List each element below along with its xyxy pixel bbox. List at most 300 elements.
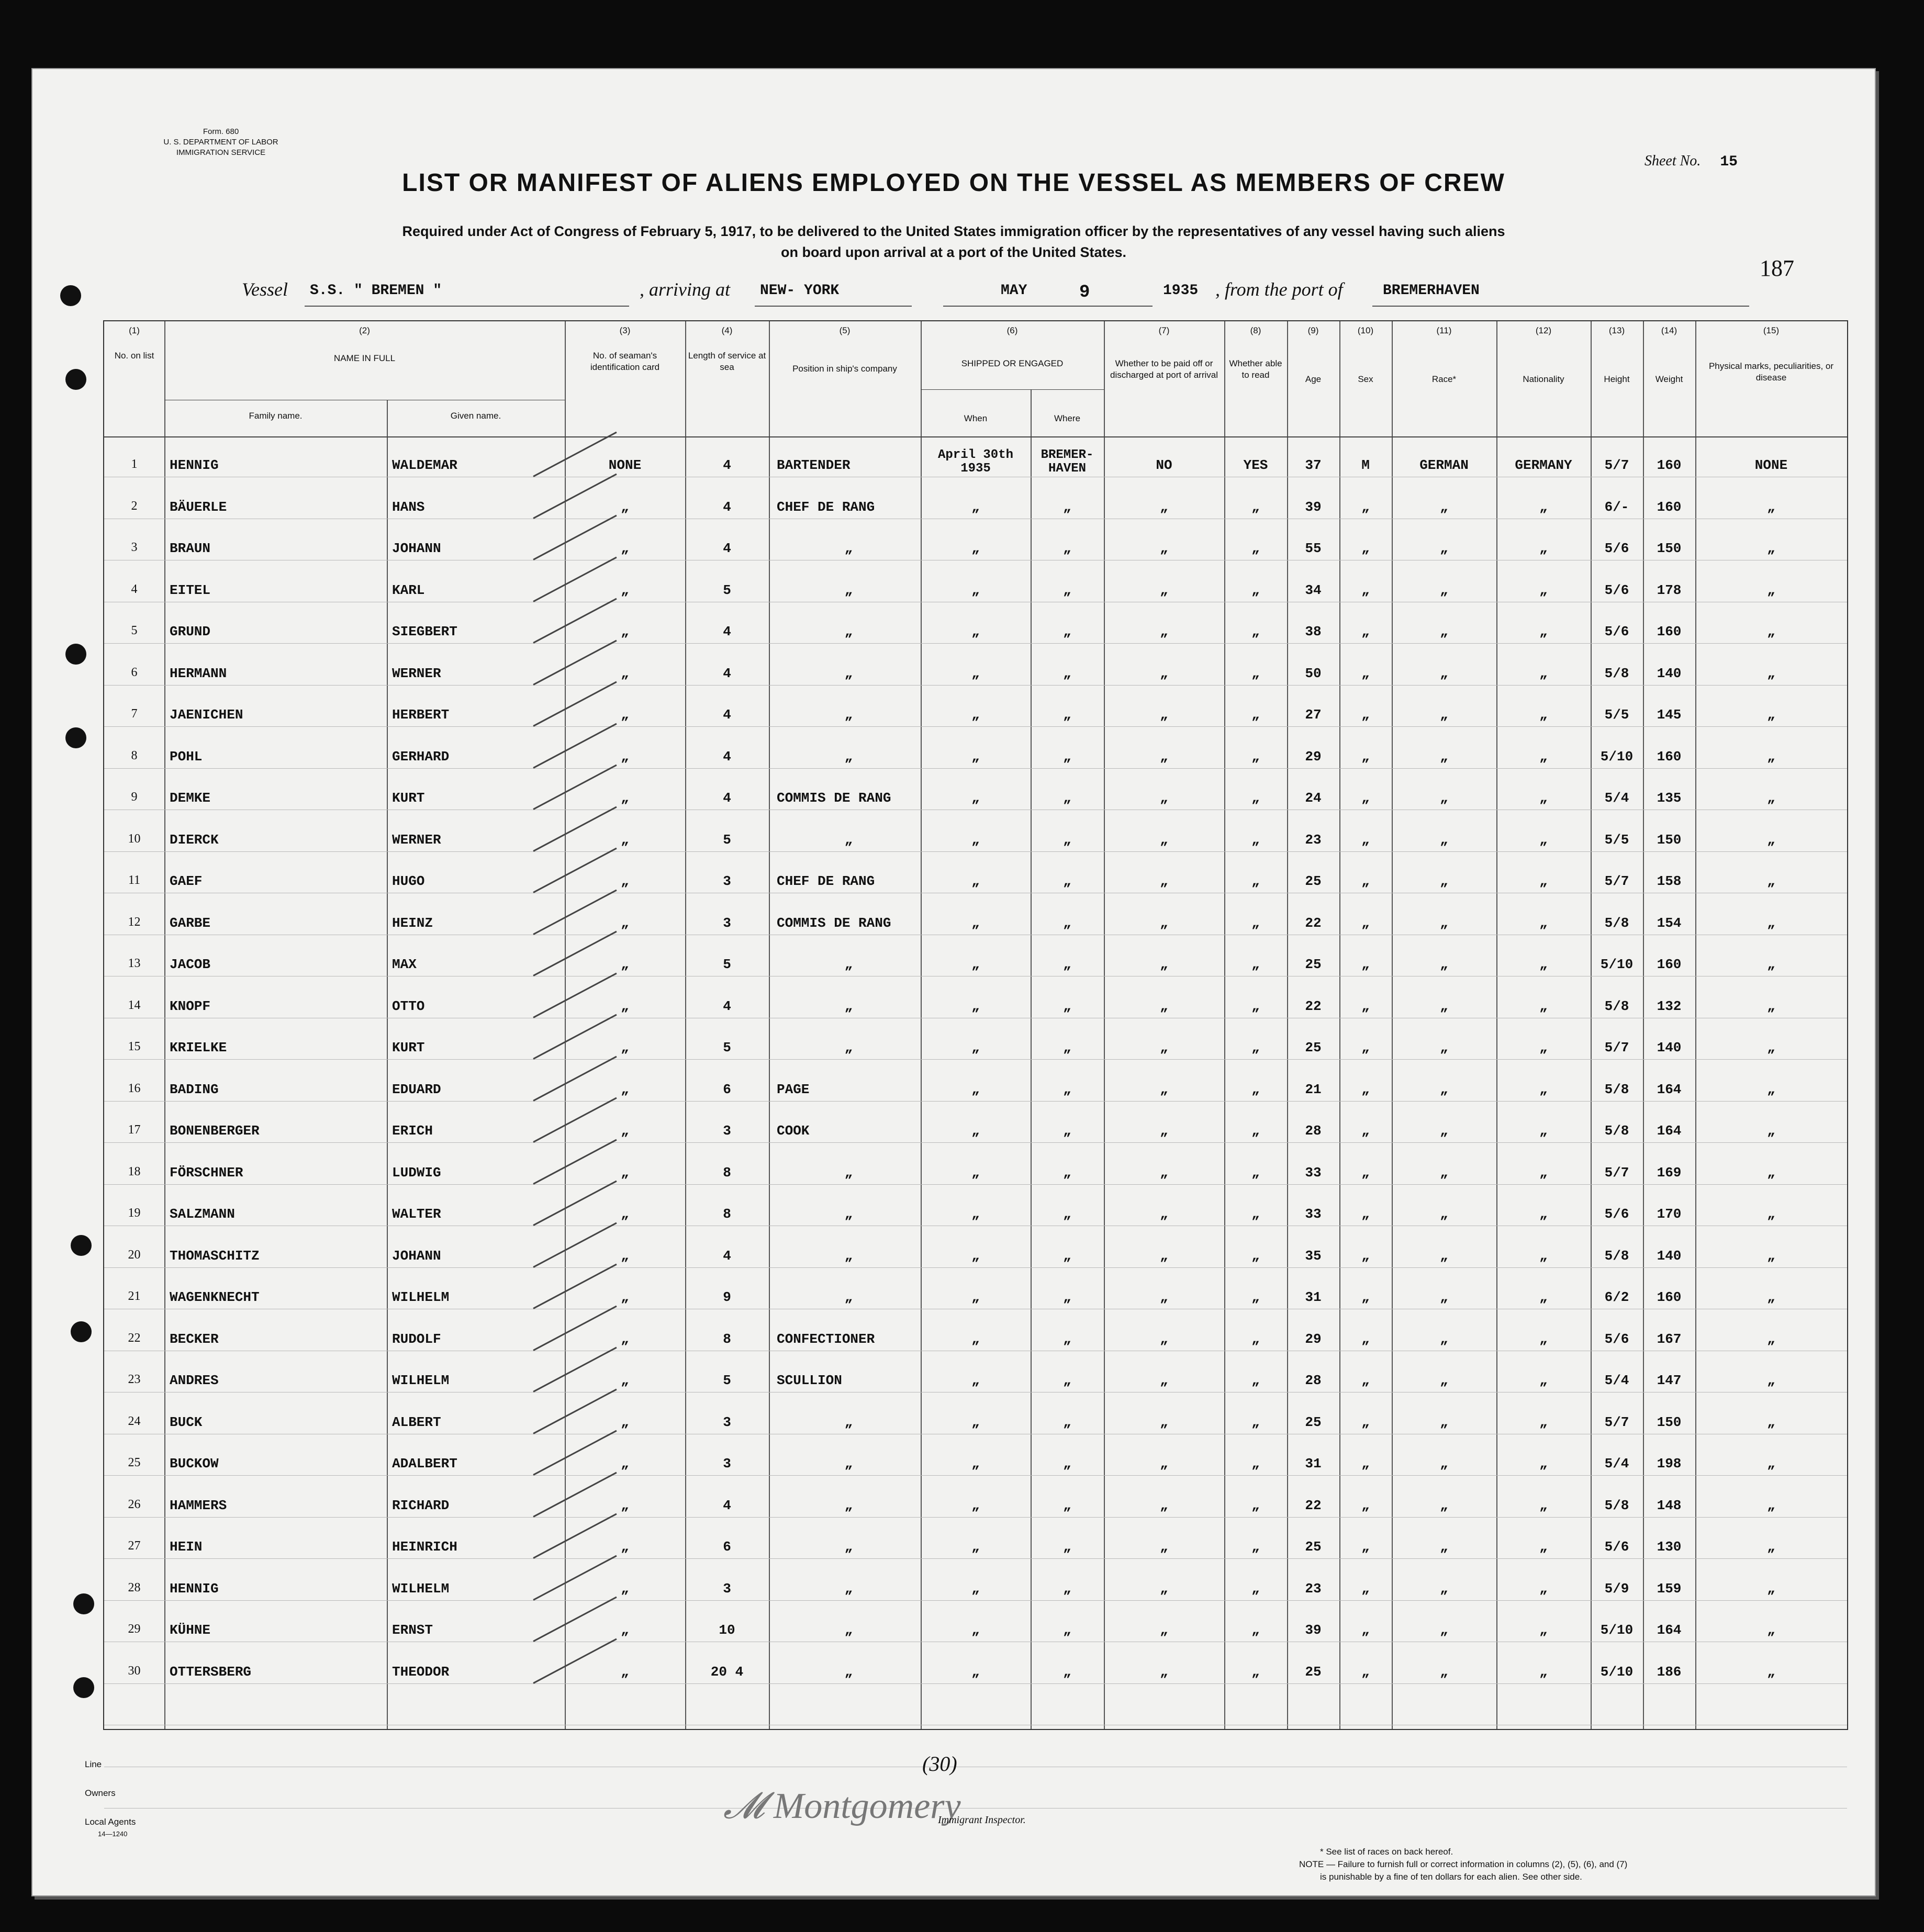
- sheet-number: [1645, 153, 1738, 170]
- given-name: KARL: [392, 582, 425, 598]
- length-of-service: 4: [723, 707, 731, 723]
- weight: 159: [1657, 1580, 1682, 1597]
- seaman-card: „: [621, 1580, 629, 1597]
- length-of-service: 5: [723, 1040, 731, 1055]
- sex: „: [1361, 1456, 1370, 1472]
- paid-off: „: [1160, 1539, 1168, 1555]
- ship-position: „: [844, 624, 853, 639]
- height: 6/-: [1604, 499, 1629, 515]
- ruled-line: [104, 1101, 1847, 1102]
- ship-position: „: [844, 998, 853, 1014]
- shipped-when: „: [971, 748, 980, 765]
- shipped-when: „: [971, 1040, 980, 1055]
- arrival-month: MAY: [1001, 283, 1027, 299]
- height: 5/7: [1604, 1164, 1629, 1181]
- col-head-service: Length of service at sea: [688, 351, 766, 372]
- weight: 164: [1657, 1622, 1682, 1638]
- col-head-read: Whether able to read: [1229, 358, 1282, 380]
- physical-marks: „: [1767, 1040, 1775, 1055]
- seaman-card: „: [621, 1373, 629, 1388]
- sex: „: [1361, 1414, 1370, 1430]
- punch-hole: [65, 727, 86, 748]
- sex: „: [1361, 1539, 1370, 1555]
- punch-hole: [60, 285, 81, 306]
- ruled-line: [104, 1600, 1847, 1601]
- length-of-service: 4: [723, 499, 731, 515]
- able-to-read: „: [1251, 1622, 1260, 1638]
- ship-position: COMMIS DE RANG: [777, 790, 891, 806]
- paid-off: „: [1160, 1414, 1168, 1430]
- column-divider: [1392, 321, 1393, 1729]
- row-number: 26: [128, 1497, 141, 1511]
- row-number: 13: [128, 957, 141, 970]
- subtitle-line-1: Required under Act of Congress of February 5, 1917, to be delivered to the United States immigration officer by the representatives of any vessel having such aliens: [402, 223, 1505, 239]
- sex: „: [1361, 1331, 1370, 1347]
- weight: 178: [1657, 582, 1682, 598]
- able-to-read: „: [1251, 665, 1260, 681]
- length-of-service: 4: [723, 998, 731, 1014]
- shipped-where: „: [1063, 1164, 1071, 1181]
- paid-off: „: [1160, 873, 1168, 889]
- shipped-where: „: [1063, 1539, 1071, 1555]
- physical-marks: „: [1767, 790, 1775, 806]
- ship-position: „: [844, 1497, 853, 1513]
- service: IMMIGRATION SERVICE: [176, 148, 266, 157]
- page-title: LIST OR MANIFEST OF ALIENS EMPLOYED ON THE VESSEL AS MEMBERS OF CREW: [402, 169, 1505, 197]
- physical-marks: „: [1767, 915, 1775, 931]
- agents-label: Local Agents: [85, 1817, 136, 1827]
- weight: 164: [1657, 1081, 1682, 1097]
- nationality: „: [1539, 1580, 1548, 1597]
- inspector-label: Immigrant Inspector.: [938, 1814, 1026, 1826]
- ruled-line: [104, 1517, 1847, 1518]
- punch-hole: [71, 1235, 92, 1256]
- height: 5/4: [1604, 790, 1629, 806]
- weight: 160: [1657, 957, 1682, 972]
- row-number: 10: [128, 832, 141, 846]
- family-name: SALZMANN: [170, 1206, 235, 1222]
- owners-label: Owners: [85, 1788, 116, 1798]
- shipped-subdivider: [921, 389, 1104, 390]
- seaman-card: „: [621, 998, 629, 1014]
- col-head-shipped: SHIPPED OR ENGAGED: [961, 358, 1064, 368]
- family-name: BADING: [170, 1081, 219, 1097]
- family-name: HERMANN: [170, 665, 227, 681]
- subtitle-line-2: on board upon arrival at a port of the United States.: [780, 244, 1127, 260]
- column-divider: [1496, 321, 1497, 1729]
- sex: „: [1361, 582, 1370, 598]
- able-to-read: „: [1251, 998, 1260, 1014]
- age: 22: [1305, 998, 1322, 1014]
- paid-off: „: [1160, 1040, 1168, 1055]
- physical-marks: „: [1767, 665, 1775, 681]
- sex: „: [1361, 1123, 1370, 1139]
- shipped-where: „: [1063, 1040, 1071, 1055]
- ruled-line: [104, 1059, 1847, 1060]
- row-number: 5: [131, 624, 138, 637]
- weight: 140: [1657, 1040, 1682, 1055]
- height: 5/8: [1604, 915, 1629, 931]
- column-number: (9): [1307, 325, 1319, 335]
- column-divider: [1695, 321, 1696, 1729]
- col-head-paid: Whether to be paid off or discharged at port of arrival: [1110, 358, 1218, 380]
- row-number: 8: [131, 748, 138, 762]
- shipped-where: „: [1063, 1123, 1071, 1139]
- sex: „: [1361, 915, 1370, 931]
- family-name: BONENBERGER: [170, 1123, 260, 1139]
- height: 5/4: [1604, 1373, 1629, 1388]
- length-of-service: 3: [723, 915, 731, 931]
- physical-marks: „: [1767, 832, 1775, 848]
- row-number: 27: [128, 1539, 141, 1553]
- given-name: HANS: [392, 499, 425, 515]
- shipped-where-2: HAVEN: [1048, 462, 1086, 476]
- able-to-read: „: [1251, 1497, 1260, 1513]
- race: GERMAN: [1419, 457, 1469, 473]
- race: „: [1440, 1622, 1448, 1638]
- family-name: BÄUERLE: [170, 499, 227, 515]
- punch-hole: [65, 644, 86, 665]
- paid-off: „: [1160, 499, 1168, 515]
- row-number: 23: [128, 1373, 141, 1386]
- race: „: [1440, 1206, 1448, 1222]
- column-divider: [1224, 321, 1225, 1729]
- age: 25: [1305, 1040, 1322, 1055]
- column-divider: [685, 321, 686, 1729]
- ship-position: COOK: [777, 1123, 810, 1139]
- shipped-where: „: [1063, 1373, 1071, 1388]
- family-name: GARBE: [170, 915, 211, 931]
- ruled-line: [104, 1267, 1847, 1268]
- height: 5/6: [1604, 582, 1629, 598]
- able-to-read: „: [1251, 1040, 1260, 1055]
- family-name: POHL: [170, 748, 203, 765]
- age: 25: [1305, 957, 1322, 972]
- arriving-label: , arriving at: [640, 279, 731, 300]
- sex: „: [1361, 1497, 1370, 1513]
- nationality: „: [1539, 1497, 1548, 1513]
- given-name: ADALBERT: [392, 1456, 457, 1472]
- sex: „: [1361, 1373, 1370, 1388]
- shipped-where: „: [1063, 707, 1071, 723]
- sex: „: [1361, 998, 1370, 1014]
- paid-off: „: [1160, 1373, 1168, 1388]
- race: „: [1440, 1539, 1448, 1555]
- note-line-2: is punishable by a fine of ten dollars for each alien. See other side.: [1320, 1872, 1582, 1882]
- given-name: WERNER: [392, 832, 441, 848]
- ship-position: „: [844, 1580, 853, 1597]
- shipped-when: „: [971, 1248, 980, 1264]
- family-name: JACOB: [170, 957, 211, 972]
- able-to-read: „: [1251, 1580, 1260, 1597]
- row-number: 1: [131, 457, 138, 471]
- shipped-when: „: [971, 1622, 980, 1638]
- shipped-where: „: [1063, 998, 1071, 1014]
- race: „: [1440, 957, 1448, 972]
- physical-marks: „: [1767, 1373, 1775, 1388]
- given-name: WALDEMAR: [392, 457, 457, 473]
- shipped-when: „: [971, 915, 980, 931]
- shipped-where: „: [1063, 1206, 1071, 1222]
- seaman-card: „: [621, 665, 629, 681]
- shipped-when: „: [971, 1289, 980, 1305]
- seaman-card: „: [621, 1331, 629, 1347]
- weight: 132: [1657, 998, 1682, 1014]
- shipped-where: „: [1063, 1497, 1071, 1513]
- shipped-where: „: [1063, 790, 1071, 806]
- race: „: [1440, 1081, 1448, 1097]
- length-of-service: 4: [723, 457, 731, 473]
- shipped-where: „: [1063, 1456, 1071, 1472]
- weight: 158: [1657, 873, 1682, 889]
- shipped-when: „: [971, 1081, 980, 1097]
- nationality: „: [1539, 1289, 1548, 1305]
- shipped-where: „: [1063, 1664, 1071, 1680]
- shipped-when: „: [971, 1373, 980, 1388]
- sex: „: [1361, 1081, 1370, 1097]
- height: 5/10: [1600, 748, 1634, 765]
- physical-marks: „: [1767, 873, 1775, 889]
- row-number: 17: [128, 1123, 141, 1137]
- weight: 154: [1657, 915, 1682, 931]
- column-number: (6): [1006, 325, 1018, 335]
- seaman-card: „: [621, 1622, 629, 1638]
- ship-position: CONFECTIONER: [777, 1331, 875, 1347]
- ship-position: „: [844, 748, 853, 765]
- shipped-when: „: [971, 1664, 980, 1680]
- race: „: [1440, 832, 1448, 848]
- family-name: EITEL: [170, 582, 211, 598]
- shipped-where: „: [1063, 832, 1071, 848]
- paid-off: „: [1160, 665, 1168, 681]
- weight: 148: [1657, 1497, 1682, 1513]
- col-head-where: Where: [1054, 413, 1081, 423]
- weight: 150: [1657, 541, 1682, 556]
- length-of-service: 4: [723, 790, 731, 806]
- weight: 186: [1657, 1664, 1682, 1680]
- length-of-service: 4: [723, 541, 731, 556]
- given-name: WERNER: [392, 665, 441, 681]
- given-name: WILHELM: [392, 1289, 450, 1305]
- ruled-line: [104, 1184, 1847, 1185]
- shipped-when: „: [971, 873, 980, 889]
- col-head-marks: Physical marks, peculiarities, or disease: [1708, 361, 1834, 383]
- punch-hole: [73, 1677, 94, 1698]
- age: 27: [1305, 707, 1322, 723]
- sex: „: [1361, 832, 1370, 848]
- column-number: (1): [129, 325, 140, 335]
- nationality: „: [1539, 1622, 1548, 1638]
- physical-marks: „: [1767, 1414, 1775, 1430]
- length-of-service: 9: [723, 1289, 731, 1305]
- seaman-card: „: [621, 1040, 629, 1055]
- paid-off: „: [1160, 998, 1168, 1014]
- sex: „: [1361, 1040, 1370, 1055]
- age: 31: [1305, 1456, 1322, 1472]
- seaman-card: „: [621, 1164, 629, 1181]
- able-to-read: „: [1251, 624, 1260, 639]
- race: „: [1440, 1497, 1448, 1513]
- able-to-read: „: [1251, 1081, 1260, 1097]
- sex: „: [1361, 748, 1370, 765]
- ship-position: „: [844, 1414, 853, 1430]
- row-number: 29: [128, 1622, 141, 1636]
- subtitle: [268, 221, 1639, 263]
- physical-marks: „: [1767, 1664, 1775, 1680]
- shipped-when: April 30th: [937, 448, 1014, 462]
- race: „: [1440, 873, 1448, 889]
- row-number: 12: [128, 915, 141, 929]
- height: 5/8: [1604, 998, 1629, 1014]
- weight: 160: [1657, 499, 1682, 515]
- family-name: FÖRSCHNER: [170, 1164, 243, 1181]
- shipped-when: „: [971, 1539, 980, 1555]
- family-name: BUCKOW: [170, 1456, 219, 1472]
- family-name: THOMASCHITZ: [170, 1248, 260, 1264]
- nationality: „: [1539, 665, 1548, 681]
- col-head-nationality: Nationality: [1523, 374, 1564, 384]
- length-of-service: 3: [723, 1123, 731, 1139]
- given-name: JOHANN: [392, 1248, 441, 1264]
- col-head-card: No. of seaman's identification card: [590, 351, 660, 372]
- row-number: 30: [128, 1664, 141, 1678]
- arrival-port: NEW- YORK: [760, 283, 840, 299]
- given-name: WILHELM: [392, 1373, 450, 1388]
- nationality: „: [1539, 1414, 1548, 1430]
- column-divider: [1591, 321, 1592, 1729]
- able-to-read: „: [1251, 1164, 1260, 1181]
- shipped-when: „: [971, 1580, 980, 1597]
- able-to-read: „: [1251, 1331, 1260, 1347]
- paid-off: „: [1160, 541, 1168, 556]
- able-to-read: „: [1251, 1206, 1260, 1222]
- given-name: RICHARD: [392, 1497, 450, 1513]
- length-of-service: 20 4: [710, 1664, 744, 1680]
- family-name: HEIN: [170, 1539, 203, 1555]
- from-label: , from the port of: [1215, 279, 1343, 300]
- family-name: HAMMERS: [170, 1497, 227, 1513]
- age: 55: [1305, 541, 1322, 556]
- family-name: HENNIG: [170, 457, 219, 473]
- ship-position: „: [844, 832, 853, 848]
- length-of-service: 6: [723, 1539, 731, 1555]
- seaman-card: „: [621, 873, 629, 889]
- shipped-where: „: [1063, 624, 1071, 639]
- physical-marks: „: [1767, 1580, 1775, 1597]
- sheet-label: Sheet No.: [1645, 153, 1701, 169]
- shipped-when: „: [971, 665, 980, 681]
- nationality: „: [1539, 1331, 1548, 1347]
- age: 39: [1305, 499, 1322, 515]
- race: „: [1440, 624, 1448, 639]
- department: U. S. DEPARTMENT OF LABOR: [163, 138, 278, 147]
- height: 5/9: [1604, 1580, 1629, 1597]
- weight: 160: [1657, 748, 1682, 765]
- column-divider: [1643, 321, 1644, 1729]
- seaman-card: „: [621, 1414, 629, 1430]
- column-number: (11): [1436, 325, 1452, 335]
- length-of-service: 3: [723, 1414, 731, 1430]
- race: „: [1440, 665, 1448, 681]
- given-name: JOHANN: [392, 541, 441, 556]
- column-number: (10): [1357, 325, 1374, 335]
- weight: 160: [1657, 624, 1682, 639]
- row-number: 2: [131, 499, 138, 513]
- column-number: (3): [619, 325, 631, 335]
- race: „: [1440, 1248, 1448, 1264]
- seaman-card: „: [621, 541, 629, 556]
- family-name: KRIELKE: [170, 1040, 227, 1055]
- row-number: 28: [128, 1580, 141, 1594]
- height: 5/8: [1604, 665, 1629, 681]
- able-to-read: „: [1251, 873, 1260, 889]
- height: 5/5: [1604, 832, 1629, 848]
- seaman-card: „: [621, 707, 629, 723]
- seaman-card: NONE: [608, 457, 642, 473]
- paid-off: „: [1160, 1289, 1168, 1305]
- given-name: SIEGBERT: [392, 624, 457, 639]
- ship-position: „: [844, 1206, 853, 1222]
- nationality: „: [1539, 1206, 1548, 1222]
- crew-table: [103, 320, 1848, 1730]
- column-divider: [1104, 321, 1105, 1729]
- form-number: Form. 680: [203, 127, 239, 136]
- note-line-1: NOTE — Failure to furnish full or correct information in columns (2), (5), (6), and (7): [1299, 1859, 1628, 1869]
- age: 37: [1305, 457, 1322, 473]
- ruled-line: [104, 1683, 1847, 1684]
- col-head-position: Position in ship's company: [792, 364, 897, 374]
- family-name: BRAUN: [170, 541, 211, 556]
- shipped-when: „: [971, 1331, 980, 1347]
- ruled-line: [104, 726, 1847, 727]
- row-number: 14: [128, 998, 141, 1012]
- paid-off: „: [1160, 1456, 1168, 1472]
- seaman-card: „: [621, 1206, 629, 1222]
- given-name: MAX: [392, 957, 417, 972]
- physical-marks: „: [1767, 707, 1775, 723]
- ship-position: CHEF DE RANG: [777, 499, 875, 515]
- nationality: „: [1539, 1248, 1548, 1264]
- length-of-service: 5: [723, 832, 731, 848]
- shipped-when: „: [971, 1456, 980, 1472]
- column-divider: [1287, 321, 1288, 1729]
- length-of-service: 10: [719, 1622, 735, 1638]
- able-to-read: „: [1251, 1456, 1260, 1472]
- family-name: BUCK: [170, 1414, 203, 1430]
- race: „: [1440, 1123, 1448, 1139]
- row-number: 6: [131, 665, 138, 679]
- height: 5/10: [1600, 1664, 1634, 1680]
- manifest-sheet: [31, 68, 1876, 1896]
- age: 29: [1305, 748, 1322, 765]
- seaman-card: „: [621, 790, 629, 806]
- shipped-where: „: [1063, 915, 1071, 931]
- race: „: [1440, 1414, 1448, 1430]
- length-of-service: 4: [723, 624, 731, 639]
- ship-position: „: [844, 665, 853, 681]
- height: 5/5: [1604, 707, 1629, 723]
- height: 5/6: [1604, 1331, 1629, 1347]
- able-to-read: „: [1251, 707, 1260, 723]
- nationality: „: [1539, 790, 1548, 806]
- age: 38: [1305, 624, 1322, 639]
- column-divider: [387, 400, 388, 1729]
- weight: 135: [1657, 790, 1682, 806]
- height: 5/7: [1604, 1040, 1629, 1055]
- weight: 198: [1657, 1456, 1682, 1472]
- ship-position: „: [844, 1664, 853, 1680]
- age: 21: [1305, 1081, 1322, 1097]
